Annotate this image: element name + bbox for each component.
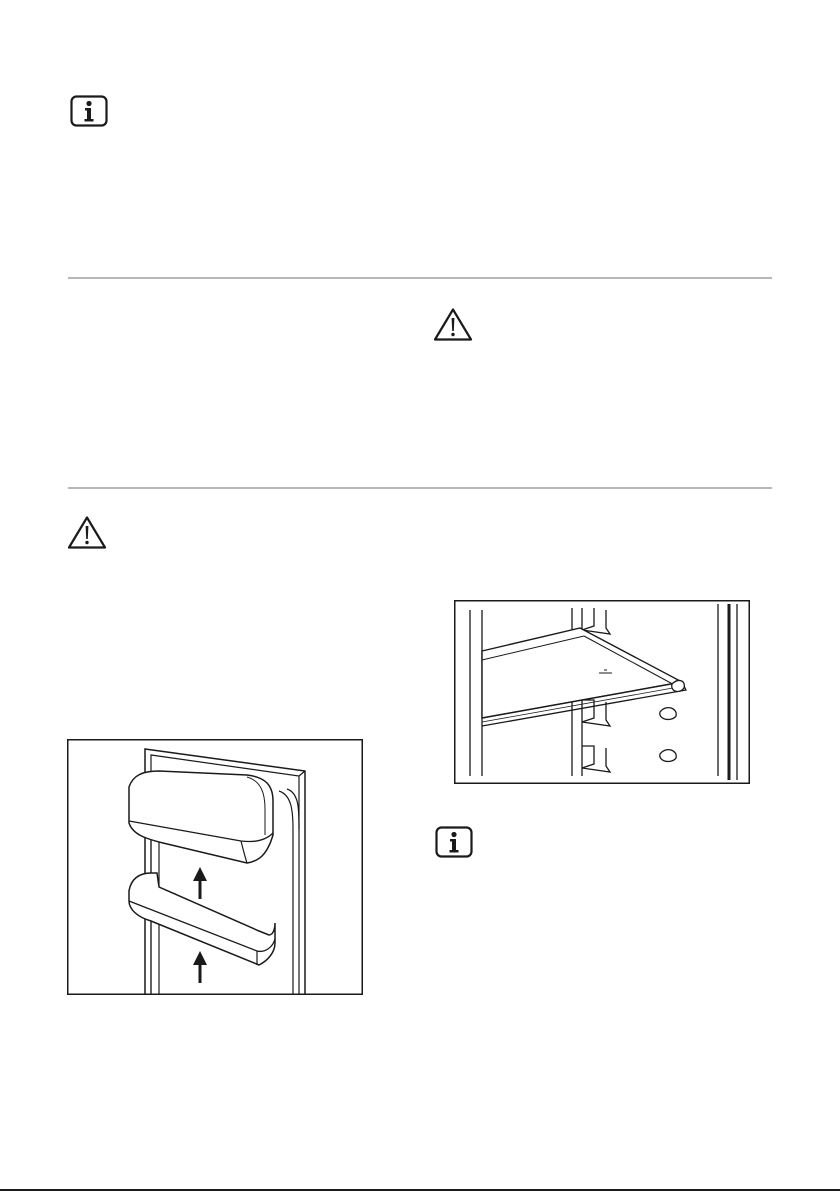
section-divider	[68, 277, 772, 279]
page-bottom-edge	[0, 1189, 840, 1191]
section-divider	[68, 487, 772, 489]
door-balcony-illustration	[67, 739, 363, 995]
warning-icon	[67, 515, 107, 550]
info-icon	[435, 826, 473, 858]
info-icon	[70, 95, 108, 127]
warning-icon	[433, 307, 473, 342]
shelf-illustration	[454, 600, 750, 784]
